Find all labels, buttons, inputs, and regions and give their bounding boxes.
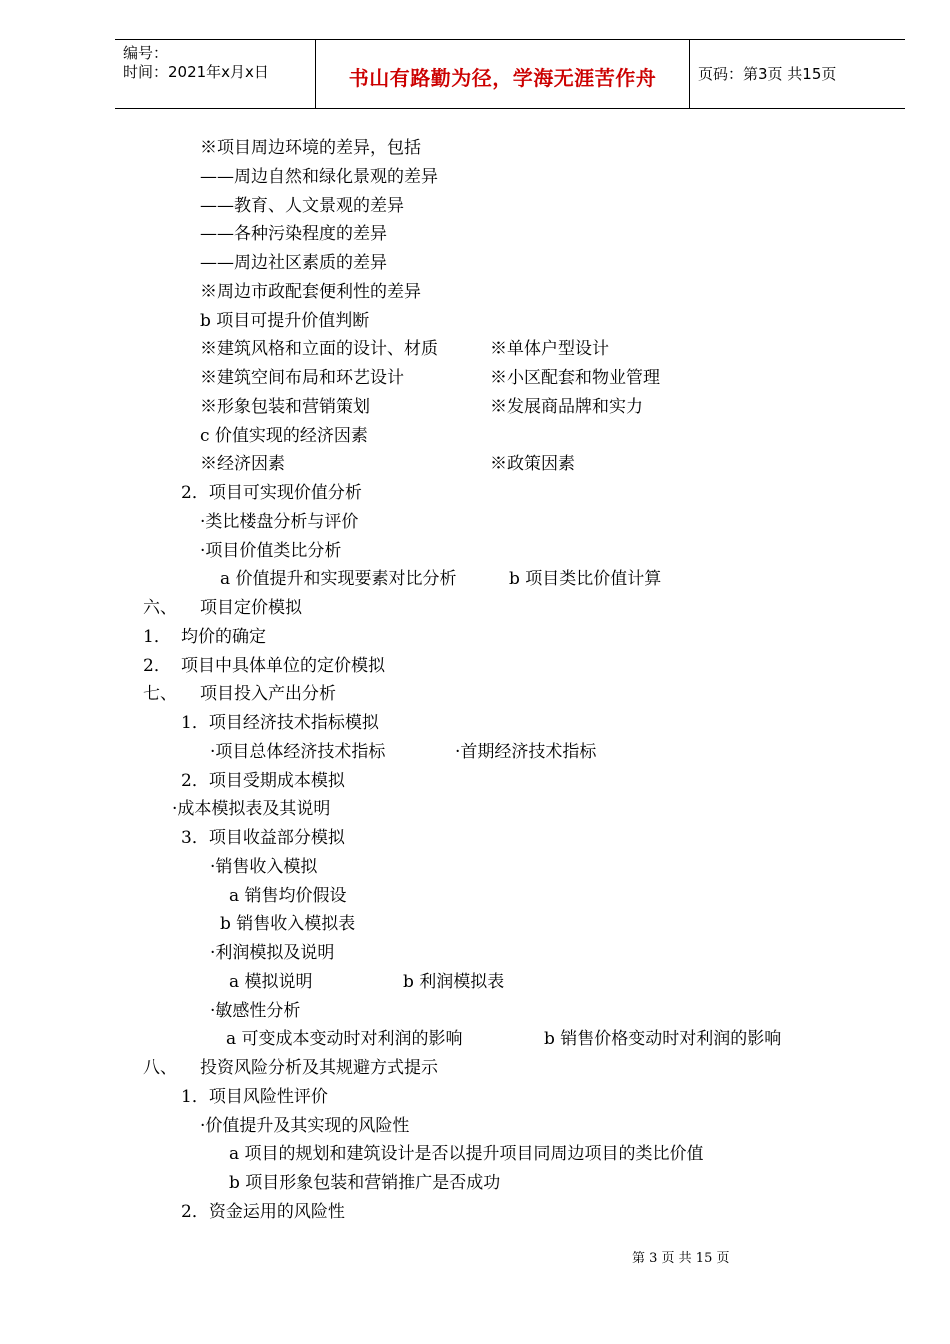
outline-line: 3．项目收益部分模拟 (181, 828, 345, 848)
outline-line: ※周边市政配套便利性的差异 (200, 282, 421, 302)
outline-line: 1．项目经济技术指标模拟 (181, 713, 379, 733)
outline-line: ·成本模拟表及其说明 (172, 799, 331, 819)
outline-line: ※形象包装和营销策划 (200, 397, 370, 417)
outline-line: ——各种污染程度的差异 (200, 224, 387, 244)
outline-line: a 模拟说明 (229, 972, 313, 992)
section-number: 八、 (143, 1058, 177, 1078)
outline-line: 1．项目风险性评价 (181, 1087, 328, 1107)
header-page-cell (690, 40, 905, 108)
outline-line: ·项目价值类比分析 (200, 541, 342, 561)
section-number: 七、 (143, 684, 177, 704)
outline-line: ※小区配套和物业管理 (490, 368, 660, 388)
outline-line: ——教育、人文景观的差异 (200, 196, 404, 216)
outline-line: ·敏感性分析 (210, 1001, 301, 1021)
header-page-number: 页码：第3页 共15页 (698, 65, 837, 83)
outline-line: 均价的确定 (181, 627, 266, 647)
section-title: 项目投入产出分析 (200, 684, 336, 704)
outline-line: b 利润模拟表 (403, 972, 505, 992)
outline-line: ·类比楼盘分析与评价 (200, 512, 359, 532)
section-number: 六、 (143, 598, 177, 618)
outline-line: b 销售价格变动时对利润的影响 (544, 1029, 782, 1049)
outline-line: ※建筑风格和立面的设计、材质 (200, 339, 438, 359)
section-title: 项目定价模拟 (200, 598, 302, 618)
header-motto: 书山有路勤为径，学海无涯苦作舟 (348, 66, 657, 90)
outline-line: ·首期经济技术指标 (455, 742, 597, 762)
document-time-label: 时间：2021年x月x日 (123, 63, 269, 81)
outline-line: 2．项目可实现价值分析 (181, 483, 362, 503)
outline-line: c 价值实现的经济因素 (200, 426, 368, 446)
outline-line: ※建筑空间布局和环艺设计 (200, 368, 404, 388)
header-meta-cell (115, 40, 316, 108)
outline-line: ※项目周边环境的差异，包括 (200, 138, 421, 158)
outline-line: b 项目可提升价值判断 (200, 311, 370, 331)
section-title: 投资风险分析及其规避方式提示 (200, 1058, 438, 1078)
outline-line: 项目中具体单位的定价模拟 (181, 656, 385, 676)
outline-line: ※经济因素 (200, 454, 285, 474)
header-motto-cell (316, 40, 690, 108)
outline-line: ·销售收入模拟 (210, 857, 318, 877)
page-footer: 第 3 页 共 15 页 (632, 1251, 730, 1266)
outline-line: ——周边社区素质的差异 (200, 253, 387, 273)
outline-line: b 项目形象包装和营销推广是否成功 (229, 1173, 501, 1193)
outline-line: ·利润模拟及说明 (210, 943, 335, 963)
outline-line: a 销售均价假设 (229, 886, 347, 906)
outline-line: ※单体户型设计 (490, 339, 609, 359)
outline-line: ※政策因素 (490, 454, 575, 474)
outline-line: b 销售收入模拟表 (220, 914, 356, 934)
outline-number: 2． (143, 656, 171, 676)
outline-line: a 可变成本变动时对利润的影响 (226, 1029, 463, 1049)
document-number-label: 编号： (123, 44, 169, 62)
outline-line: ·项目总体经济技术指标 (210, 742, 386, 762)
outline-line: ·价值提升及其实现的风险性 (200, 1116, 410, 1136)
outline-line: 2．项目受期成本模拟 (181, 771, 345, 791)
outline-line: b 项目类比价值计算 (509, 569, 662, 589)
page-header (115, 39, 905, 109)
outline-line: a 项目的规划和建筑设计是否以提升项目同周边项目的类比价值 (229, 1144, 704, 1164)
outline-line: 2．资金运用的风险性 (181, 1202, 345, 1222)
outline-number: 1． (143, 627, 171, 647)
outline-line: ※发展商品牌和实力 (490, 397, 643, 417)
outline-line: a 价值提升和实现要素对比分析 (220, 569, 457, 589)
outline-line: ——周边自然和绿化景观的差异 (200, 167, 438, 187)
